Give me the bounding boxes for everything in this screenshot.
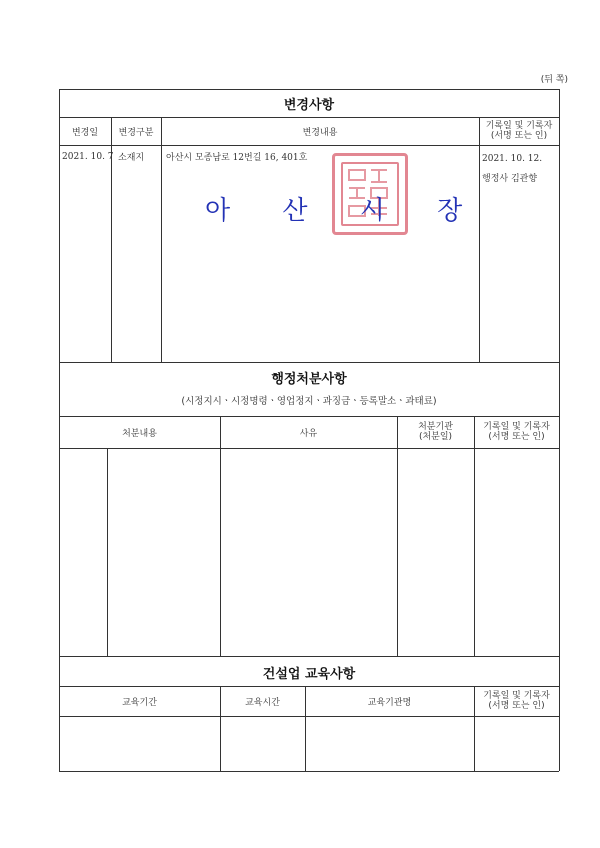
disposition-col-2 — [397, 416, 398, 656]
change-entry-category: 소재지 — [118, 153, 145, 163]
disposition-header-agency: 처분기관 (처분일) — [418, 422, 453, 442]
change-col-2 — [161, 117, 162, 362]
change-header-category: 변경구분 — [118, 127, 154, 138]
disposition-section-title: 행정처분사항 — [271, 371, 347, 387]
education-header-recorder: 기록일 및 기록자 (서명 또는 인) — [483, 691, 550, 711]
change-header-content: 변경내용 — [302, 127, 338, 138]
change-entry-content: 아산시 모종남로 12번길 16, 401호 — [166, 153, 308, 163]
disposition-header-recorder: 기록일 및 기록자 (서명 또는 인) — [483, 422, 550, 442]
education-col-1 — [220, 686, 221, 771]
change-header-divider — [59, 145, 559, 146]
disposition-header-reason: 사유 — [299, 428, 318, 439]
education-header-hours: 교육시간 — [245, 697, 280, 708]
education-col-3 — [474, 686, 475, 771]
education-col-2 — [305, 686, 306, 771]
disposition-section-subtitle: (시정지시ㆍ시정명령ㆍ영업정지ㆍ과징금ㆍ등록말소ㆍ과태료) — [181, 396, 437, 407]
disposition-sub-col — [107, 448, 108, 656]
change-section-title: 변경사항 — [283, 97, 335, 113]
education-header-institution: 교육기관명 — [367, 697, 412, 708]
frame-bottom — [59, 771, 559, 772]
change-entry-date: 2021. 10. 7 — [62, 152, 114, 162]
change-col-3 — [479, 117, 480, 362]
change-header-date: 변경일 — [71, 127, 99, 138]
change-section-end — [59, 362, 559, 363]
change-entry-record-date: 2021. 10. 12. — [482, 154, 543, 164]
mayor-stamp-text: 아 산 시 장 — [205, 196, 485, 226]
education-header-period: 교육기간 — [122, 697, 157, 708]
disposition-header-divider — [59, 448, 559, 449]
disposition-col-1 — [220, 416, 221, 656]
change-entry-recorder-name: 행정사 김관향 — [482, 174, 538, 184]
frame-right — [559, 89, 560, 771]
change-header-recorder: 기록일 및 기록자 (서명 또는 인) — [485, 121, 553, 141]
education-section-title: 건설업 교육사항 — [262, 666, 356, 682]
education-header-divider — [59, 716, 559, 717]
page-label: (뒤 쪽) — [540, 75, 568, 85]
disposition-section-end — [59, 656, 559, 657]
disposition-header-content: 처분내용 — [122, 428, 157, 439]
disposition-col-3 — [474, 416, 475, 656]
